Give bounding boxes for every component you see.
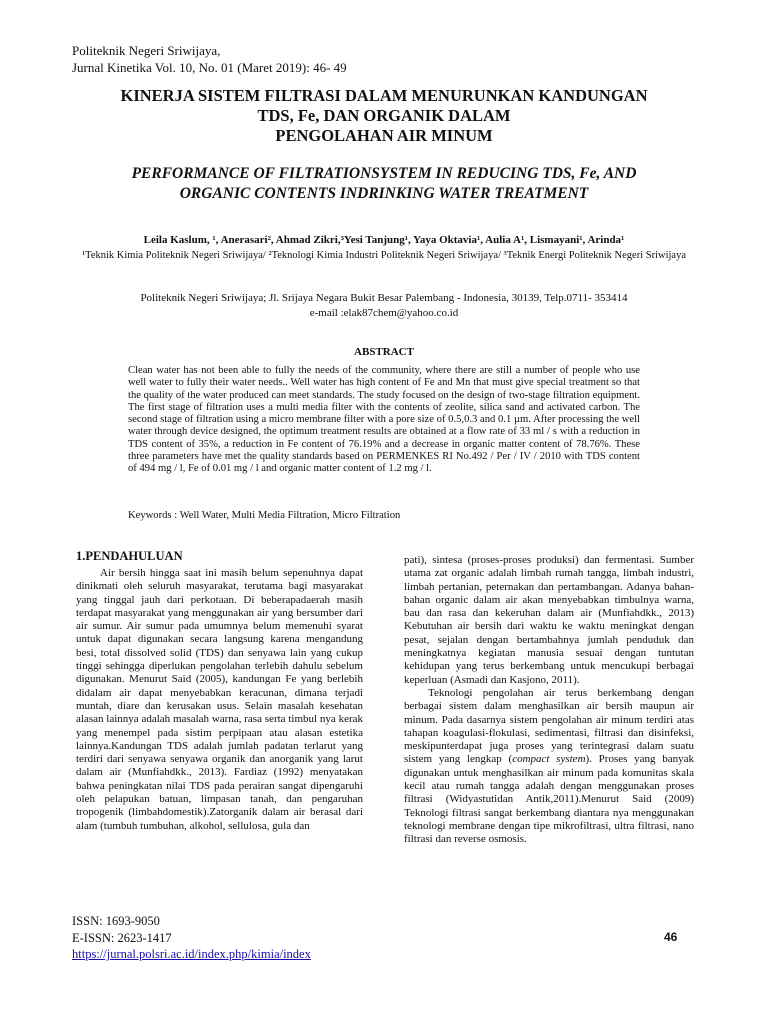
keywords: Keywords : Well Water, Multi Media Filtration, Micro Filtration xyxy=(128,510,401,521)
body-column-left xyxy=(76,567,363,833)
author-list: Leila Kaslum, ¹, Anerasari², Ahmad Zikri,³Yesi Tanjung¹, Yaya Oktavia¹, Aulia A¹, Lismayani¹, Arinda¹ xyxy=(143,234,625,246)
abstract-heading: ABSTRACT xyxy=(354,346,414,358)
intro-paragraph-1: Air bersih hingga saat ini masih belum sepenuhnya dapat dinikmati oleh seluruh masyarakat, terutama bagi masyarakat yang tinggal jauh dari perkotaan. Di beberapadaerah masih terdapat masyarakat yang menggunakan air yang bersumber dari air sumur. Air sumur pada umumnya belum memenuhi syarat untuk dapat digunakan secara langsung karena mengandung besi, total dissolved solid (TDS) dan senyawa lain yang cukup tinggi sehingga diperlukan pengolahan terlebih dahulu sebelum digunakan. Menurut Said (2005), kandungan Fe yang berlebih didalam air dapat menyebabkan keracunan, dimana terjadi muntah, diare dan kerusakan usus. Selain masalah kesehatan alasan lainnya adalah masalah warna, rasa serta timbul nya kerak yang menempel pada sistim perpipaan atau alasan estetika lainnya.Kandungan TDS adalah jumlah padatan terlarut yang terdiri dari senyawa senyawa organik dan anorganik yang larut dalam air (Munfiahdkk., 2013). Fardiaz (1992) menyatakan bahwa peningkatan nilai TDS pada perairan sangat dipengaruhi oleh pelapukan batuan, limpasan tanah, dan pengaruhan tropogenik (limbahdomestik).Zatorganik dalam air berasal dari alam (tumbuh tumbuhan, alkohol, sellulosa, gula dan xyxy=(76,567,363,832)
email-line: e-mail :elak87chem@yahoo.co.id xyxy=(309,307,459,319)
abstract-text: Clean water has not been able to fully the needs of the community, where there are still a number of people who use well water to fully their water needs.. Well water has high content of Fe and Mn that must give special treatment so that the quality of the water produced can meet standards. The study focused on the design of two-stage filtration equipment. The first stage of filtration uses a multi media filter with the contents of zeolite, silica sand and activated carbon. The second stage of filtration using a micro membrane filter with a pore size of 0.5,0.3 and 0.1 µm. After processing the well water through device designed, the optimum treatment results are obtained at a flow rate of 33 ml / s with a reduction in TDS content of 35%, a reduction in Fe content of 76.19% and a decrease in organic matter content of 78.76%. These three parameters have met the quality standards based on PERMENKES RI No.492 / Per / IV / 2010 with TDS content of 494 mg / l, Fe of 0.01 mg / l and organic matter content of 1.2 mg / l. xyxy=(128,365,640,475)
eissn: E-ISSN: 2623-1417 xyxy=(72,931,172,945)
title-en-line1: PERFORMANCE OF FILTRATIONSYSTEM IN REDUCING TDS, Fe, AND xyxy=(131,165,637,182)
affiliations: ¹Teknik Kimia Politeknik Negeri Sriwijaya/ ²Teknologi Kimia Industri Politeknik Negeri Sriwijaya/ ³Teknik Energi Politeknik Negeri Sriwijaya xyxy=(82,250,686,261)
paragraph-3-text-a: Teknologi pengolahan air terus berkembang dengan berbagai sistem dalam menghasilkan air bersih maupun air minum. Pada dasarnya sistem pengolahan air minum terdiri atas tahapan koagulasi-flokulasi, sedimentasi, filtrasi dan disinfeksi, meskipunterdapat juga proses yang terintegrasi dalam suatu sistem yang lengkap ( xyxy=(404,686,694,766)
title-id-line1: KINERJA SISTEM FILTRASI DALAM MENURUNKAN KANDUNGAN xyxy=(120,86,648,105)
paper-title-indonesian xyxy=(40,86,728,146)
title-id-line3: PENGOLAHAN AIR MINUM xyxy=(275,126,493,145)
institution-address xyxy=(40,291,728,321)
intro-paragraph-2: pati), sintesa (proses-proses produksi) dan fermentasi. Sumber utama zat organic adalah limbah rumah tangga, limbah industri, limbah pertanian, peternakan dan pertambangan. Adanya bahan-bahan organic dalam air akan menyebabkan timbulnya warna, bau dan rasa dan kekeruhan dalam air (Munfiahdkk., 2013) Kebutuhan air bersih dari waktu ke waktu meningkat dengan pesat, sejalan dengan bertambahnya jumlah penduduk dan meningkatnya kegiatan manusia sesuai dengan tuntutan kehidupan yang terus berkembang untuk mencukupi berbagai keperluan (Asmadi dan Kasjono, 2011). xyxy=(404,554,694,686)
paragraph-3-text-b: ). Proses yang banyak digunakan untuk menghasilkan air minum pada komunitas skala kecil atau rumah tangga adalah dengan menggunakan proses filtrasi (Widyastutidan Antik,2011).Menurut Said (2009) Teknologi filtrasi sangat berkembang diantara nya menggunakan teknologi membrane dengan tipe mikrofiltrasi, ultra filtrasi, nano filtrasi dan reverse osmosis. xyxy=(404,753,694,846)
paper-title-english xyxy=(50,164,718,204)
address-line: Politeknik Negeri Sriwijaya; Jl. Srijaya Negara Bukit Besar Palembang - Indonesia, 30139, Telp.0711- 353414 xyxy=(140,292,628,304)
compact-system-term: compact system xyxy=(512,753,586,766)
journal-url-wrapper xyxy=(72,946,311,962)
issn: ISSN: 1693-9050 xyxy=(72,914,160,928)
section-heading: 1.PENDAHULUAN xyxy=(76,549,183,563)
journal-institution: Politeknik Negeri Sriwijaya, xyxy=(72,43,221,58)
title-en-line2: ORGANIC CONTENTS INDRINKING WATER TREATMENT xyxy=(179,185,589,202)
journal-url-link[interactable]: https://jurnal.polsri.ac.id/index.php/kimia/index xyxy=(72,947,311,961)
body-column-right xyxy=(404,554,694,847)
journal-citation: Jurnal Kinetika Vol. 10, No. 01 (Maret 2019): 46- 49 xyxy=(72,60,347,75)
intro-paragraph-3 xyxy=(404,687,694,847)
page-number: 46 xyxy=(664,930,678,944)
title-id-line2: TDS, Fe, DAN ORGANIK DALAM xyxy=(257,106,511,125)
